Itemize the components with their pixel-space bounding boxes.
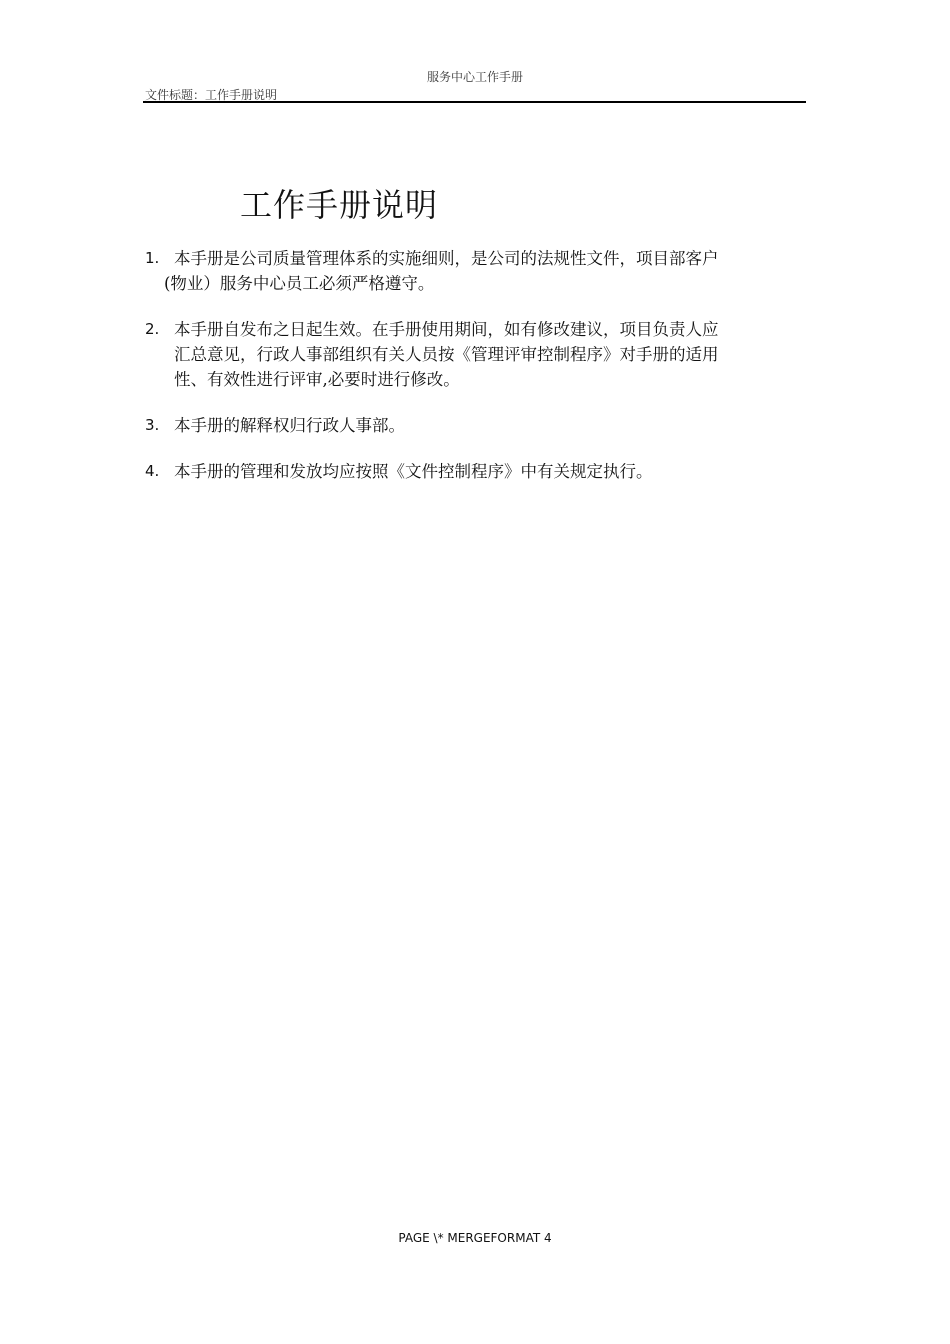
header-center-title: 服务中心工作手册 — [426, 70, 523, 84]
list-item-line: 本手册自发布之日起生效。在手册使用期间，如有修改建议，项目负责人应 — [174, 320, 719, 339]
list-item-line: 性、有效性进行评审,必要时进行修改。 — [174, 370, 460, 389]
list-item-line: (物业）服务中心员工必须严格遵守。 — [164, 274, 435, 293]
list-item-text — [143, 459, 808, 484]
page-title: 工作手册说明 — [240, 186, 439, 224]
list-item-line: 汇总意见，行政人事部组织有关人员按《管理评审控制程序》对手册的适用 — [174, 345, 719, 364]
list-item-line: 本手册的管理和发放均应按照《文件控制程序》中有关规定执行。 — [174, 462, 653, 481]
header-file-title: 文件标题：工作手册说明 — [145, 88, 278, 102]
numbered-list — [143, 246, 808, 505]
list-item — [143, 246, 808, 296]
page-footer-field: PAGE \* MERGEFORMAT 4 — [398, 1231, 552, 1245]
list-item-line: 本手册是公司质量管理体系的实施细则，是公司的法规性文件，项目部客户 — [174, 249, 719, 268]
list-item-text — [143, 246, 808, 296]
list-item-number: 3. — [145, 416, 160, 434]
list-item-number: 4. — [145, 462, 160, 480]
list-item-text — [143, 413, 808, 438]
list-item-line: 本手册的解释权归行政人事部。 — [174, 416, 405, 435]
list-item-number: 2. — [145, 320, 160, 338]
list-item-text — [143, 317, 808, 392]
header-divider — [143, 101, 806, 103]
list-item-number: 1. — [145, 249, 160, 267]
list-item — [143, 413, 808, 438]
list-item — [143, 317, 808, 392]
list-item — [143, 459, 808, 484]
